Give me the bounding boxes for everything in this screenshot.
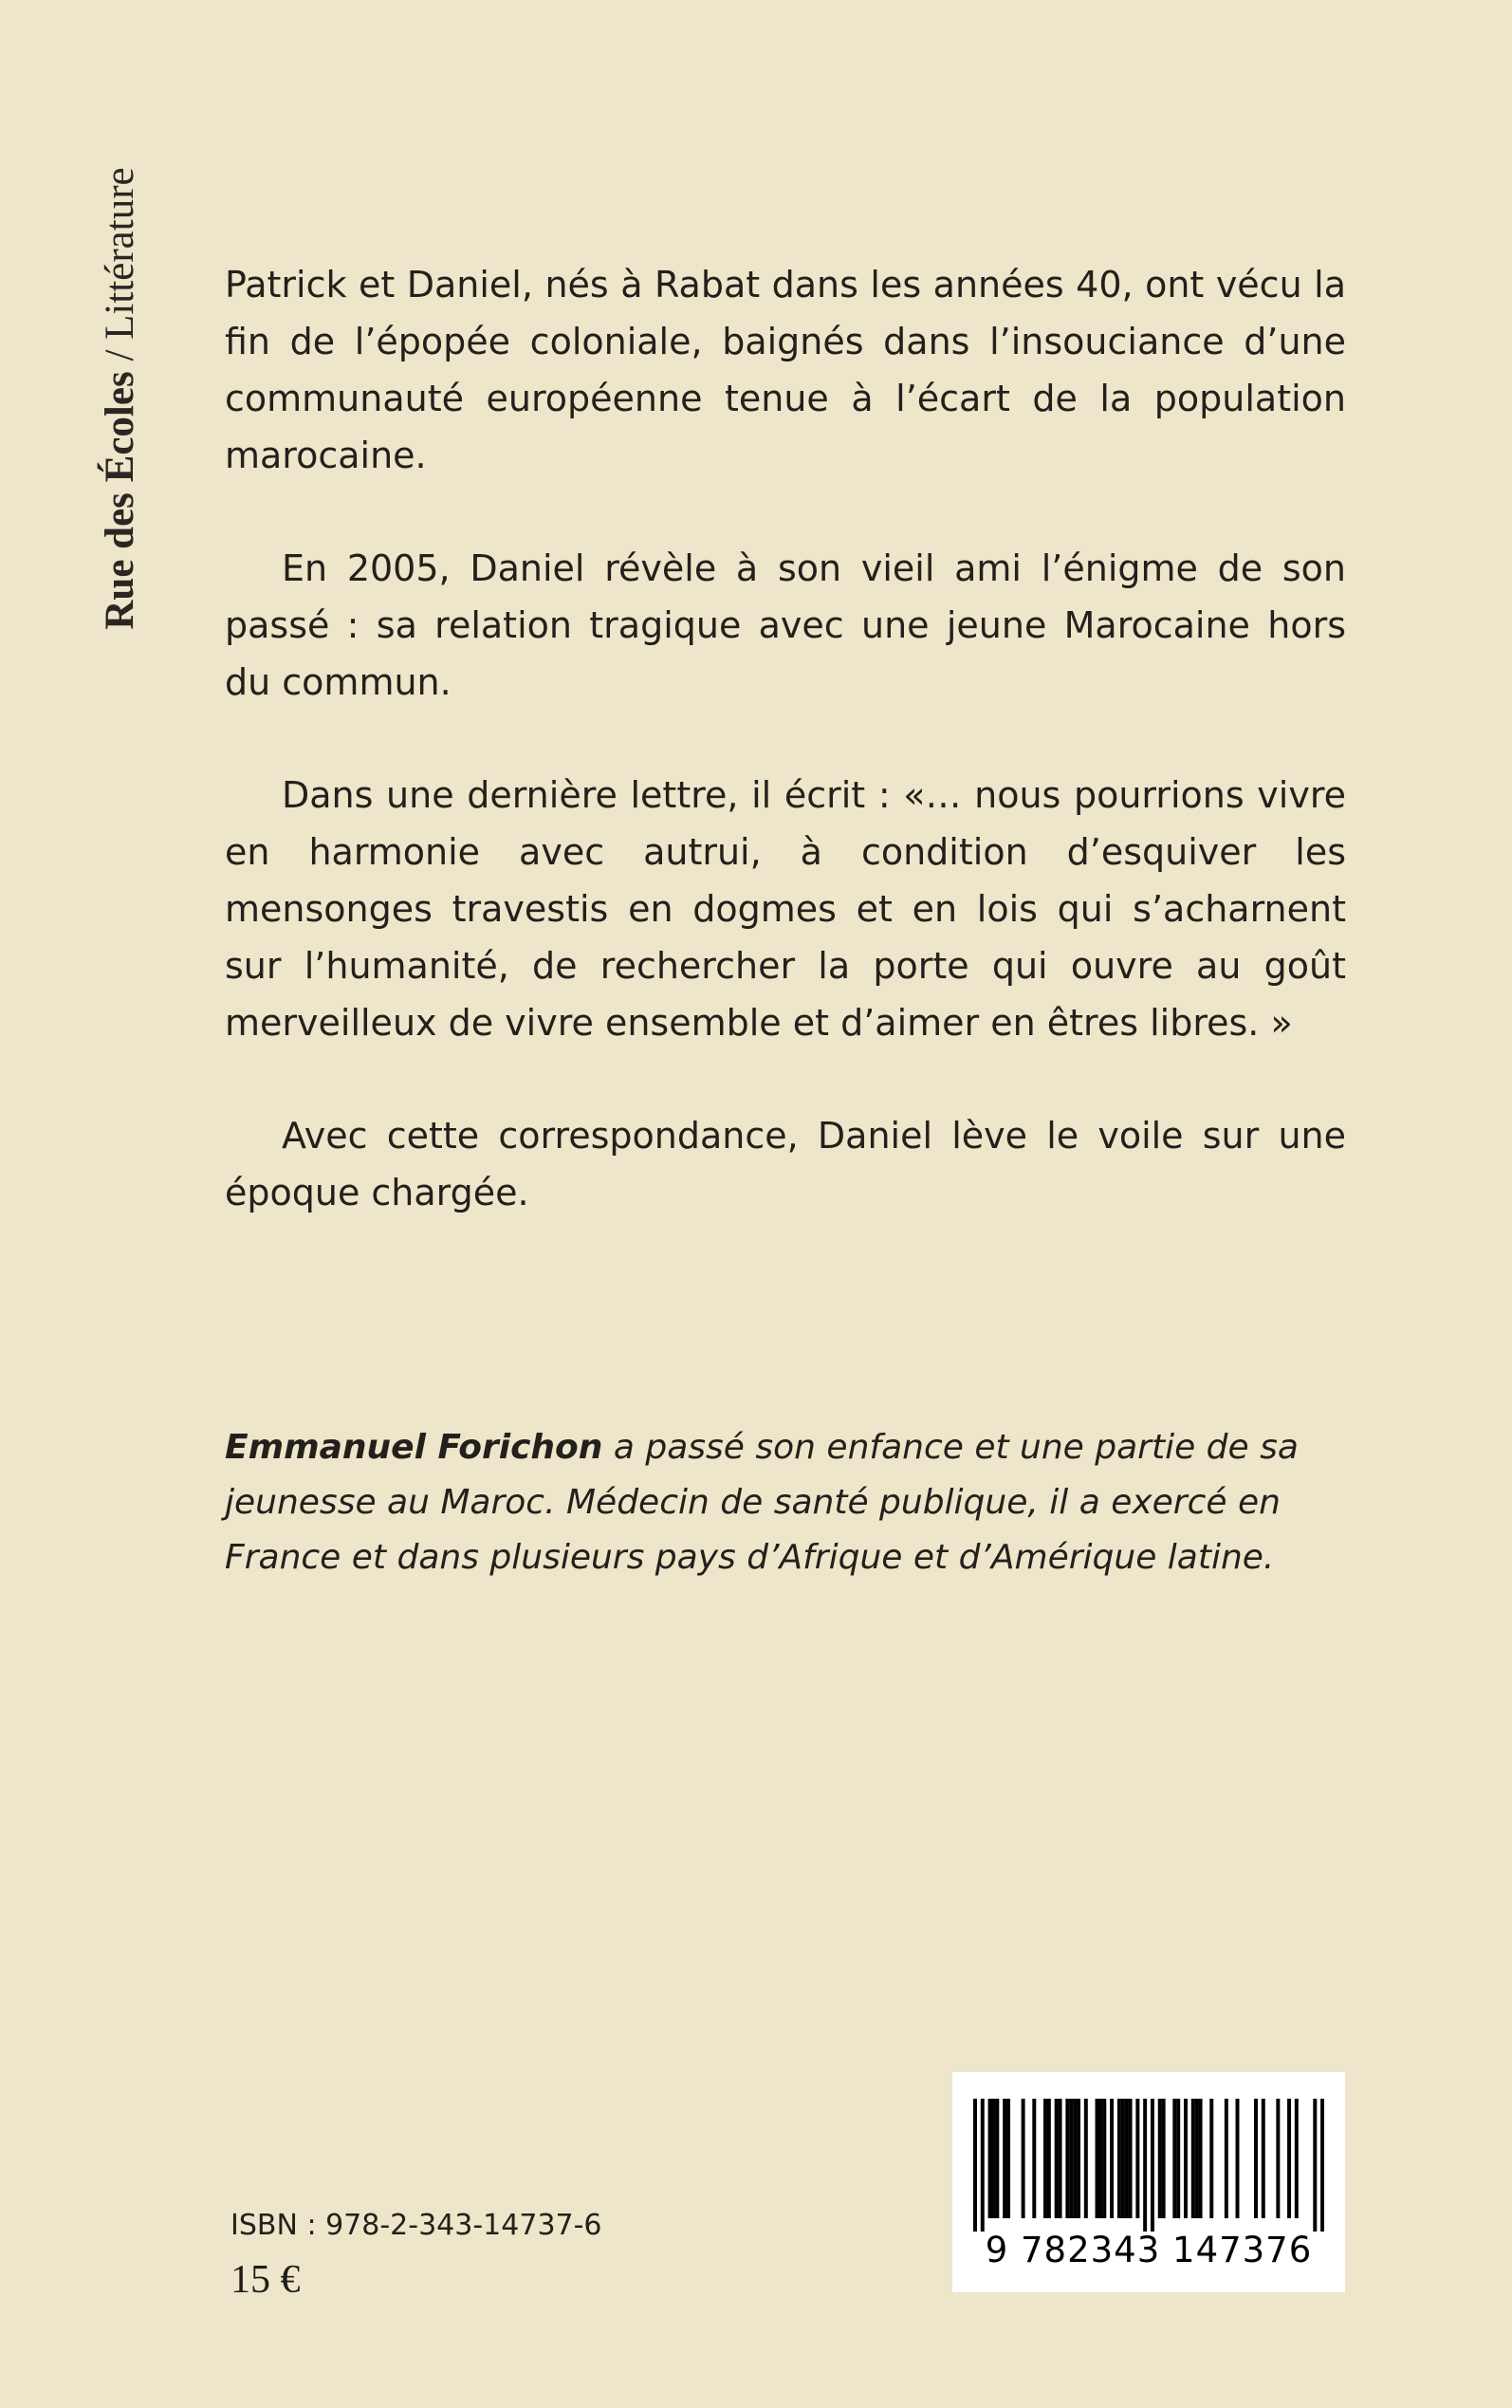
- barcode-bar: [1110, 2099, 1114, 2218]
- barcode-bar: [1236, 2099, 1240, 2218]
- author-bio: [225, 1420, 1346, 1585]
- barcode-bar: [973, 2099, 977, 2232]
- barcode-bar: [1073, 2099, 1077, 2218]
- barcode-bar: [1287, 2099, 1291, 2218]
- book-blurb: [225, 256, 1346, 1277]
- barcode-bar: [1254, 2099, 1258, 2218]
- barcode-bar: [1184, 2099, 1188, 2218]
- blurb-paragraph: Avec cette correspondance, Daniel lève le voile sur une époque chargée.: [225, 1115, 1346, 1213]
- blurb-paragraph: Dans une dernière lettre, il écrit : «… nous pourrions vivre en harmonie avec autrui, à condition d’esquiver les mensonges travestis en dogmes et en lois qui s’acharnent sur l’humanité, de rechercher la porte qui ouvre au goût merveilleux de vivre ensemble et d’aimer en êtres libres. »: [225, 774, 1346, 1044]
- barcode-bar: [1172, 2099, 1176, 2218]
- barcode-bar: [1151, 2099, 1154, 2232]
- barcode-bar: [1295, 2099, 1299, 2218]
- barcode-bar: [981, 2099, 985, 2232]
- barcode-bar: [1047, 2099, 1051, 2218]
- blurb-paragraph: Patrick et Daniel, nés à Rabat dans les années 40, ont vécu la fin de l’épopée coloniale, baignés dans l’insouciance d’une communauté européenne tenue à l’écart de la population marocaine.: [225, 264, 1346, 476]
- author-name: Emmanuel Forichon: [225, 1428, 603, 1467]
- collection-name: Littérature: [98, 167, 142, 340]
- barcode-bar: [1135, 2099, 1139, 2218]
- barcode-bars: [973, 2099, 1324, 2232]
- barcode-bar: [1059, 2099, 1062, 2218]
- barcode-bar: [1162, 2099, 1166, 2218]
- barcode-bar: [1077, 2099, 1080, 2218]
- barcode-bar: [1158, 2099, 1162, 2218]
- barcode-bar: [1125, 2099, 1129, 2218]
- barcode-bar: [1096, 2099, 1099, 2218]
- price-label: 15 €: [230, 2258, 301, 2302]
- barcode-bar: [991, 2099, 995, 2218]
- blurb-paragraph: En 2005, Daniel révèle à son vieil ami l’énigme de son passé : sa relation tragique avec une jeune Marocaine hors du commun.: [225, 547, 1346, 703]
- barcode-bar: [1102, 2099, 1106, 2218]
- barcode-bar: [1055, 2099, 1059, 2218]
- series-separator: /: [98, 339, 142, 372]
- barcode-bar: [1098, 2099, 1102, 2218]
- barcode-digits: 9 782343 147376: [985, 2230, 1313, 2270]
- barcode-bar: [1117, 2099, 1121, 2218]
- spine-label: [98, 114, 143, 683]
- barcode-bar: [1069, 2099, 1073, 2218]
- barcode-bar: [1209, 2099, 1213, 2218]
- barcode-bar: [1176, 2099, 1180, 2218]
- barcode-bar: [1276, 2099, 1280, 2218]
- barcode-bar: [1129, 2099, 1133, 2218]
- barcode-bar: [1195, 2099, 1199, 2218]
- barcode-bar: [1022, 2099, 1025, 2218]
- barcode-bar: [1199, 2099, 1203, 2218]
- barcode-bar: [1003, 2099, 1006, 2218]
- barcode-bar: [1121, 2099, 1125, 2218]
- barcode-bar: [995, 2099, 999, 2218]
- barcode-bar: [1191, 2099, 1195, 2218]
- barcode-bar: [1320, 2099, 1324, 2232]
- barcode-bar: [988, 2099, 992, 2218]
- barcode: [952, 2072, 1345, 2292]
- author-bio-text: a passé son enfance et une partie de sa jeunesse au Maroc. Médecin de santé publique, il a exercé en France et dans plusieurs pays d’Afrique et d’Amérique latine.: [225, 1428, 1299, 1577]
- barcode-bar: [1225, 2099, 1228, 2218]
- isbn-label: ISBN : 978-2-343-14737-6: [230, 2209, 602, 2242]
- series-name: Rue des Écoles: [98, 371, 142, 630]
- barcode-bar: [1143, 2099, 1147, 2232]
- barcode-bar: [1032, 2099, 1036, 2218]
- barcode-bar: [1313, 2099, 1317, 2232]
- barcode-bar: [1043, 2099, 1047, 2218]
- barcode-bar: [1006, 2099, 1010, 2218]
- barcode-bar: [1084, 2099, 1088, 2218]
- barcode-bar: [1262, 2099, 1265, 2218]
- barcode-bar: [1065, 2099, 1069, 2218]
